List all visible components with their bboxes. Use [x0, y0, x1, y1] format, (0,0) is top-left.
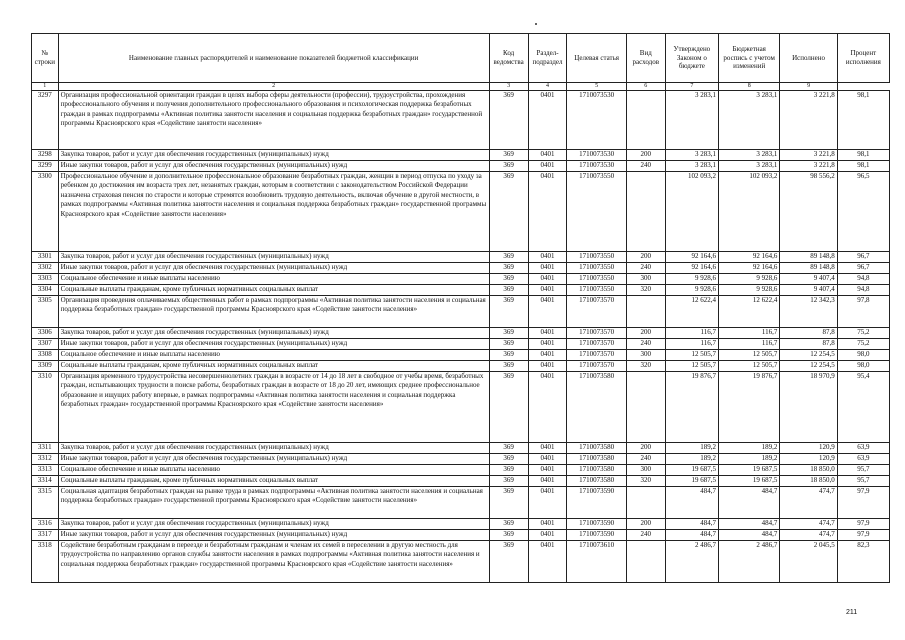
- cell-executed: 12 254,5: [780, 350, 837, 361]
- cell-target: 1710073590: [567, 519, 626, 530]
- cell-code: 369: [489, 487, 528, 519]
- cell-type: 240: [626, 263, 665, 274]
- table-row: [32, 487, 890, 519]
- cell-code: 369: [489, 519, 528, 530]
- table-row: [32, 274, 890, 285]
- cell-type: 200: [626, 252, 665, 263]
- cell-section: 0401: [528, 530, 567, 541]
- table-row: [32, 150, 890, 161]
- cell-name: Социальное обеспечение и иные выплаты населению: [58, 465, 489, 476]
- cell-target: 1710073580: [567, 443, 626, 454]
- cell-percent: 94,8: [837, 274, 889, 285]
- cell-target: 1710073580: [567, 454, 626, 465]
- cell-row-number: 3310: [32, 372, 59, 443]
- cell-target: 1710073580: [567, 476, 626, 487]
- cell-section: 0401: [528, 372, 567, 443]
- cell-budget: 189,2: [718, 454, 779, 465]
- cell-type: 300: [626, 465, 665, 476]
- cell-approved: 3 283,1: [665, 91, 718, 150]
- cell-executed: 2 045,5: [780, 541, 837, 583]
- cell-executed: 18 850,0: [780, 476, 837, 487]
- cell-section: 0401: [528, 252, 567, 263]
- cell-approved: 19 687,5: [665, 465, 718, 476]
- header-executed: Исполнено: [780, 34, 837, 83]
- cell-type: [626, 172, 665, 252]
- cell-executed: 3 221,8: [780, 150, 837, 161]
- cell-executed: 89 148,8: [780, 263, 837, 274]
- cell-section: 0401: [528, 328, 567, 339]
- cell-row-number: 3317: [32, 530, 59, 541]
- cell-name: Закупка товаров, работ и услуг для обеспечения государственных (муниципальных) нужд: [58, 328, 489, 339]
- cell-percent: 98,1: [837, 150, 889, 161]
- table-row: [32, 161, 890, 172]
- cell-budget: 116,7: [718, 339, 779, 350]
- cell-target: 1710073550: [567, 172, 626, 252]
- cell-budget: 12 622,4: [718, 296, 779, 328]
- budget-table: [31, 33, 890, 583]
- cell-percent: 98,0: [837, 361, 889, 372]
- cell-approved: 3 283,1: [665, 150, 718, 161]
- cell-name: Иные закупки товаров, работ и услуг для обеспечения государственных (муниципальных) нужд: [58, 530, 489, 541]
- cell-executed: 474,7: [780, 487, 837, 519]
- header-budget: Бюджетная роспись с учетом изменений: [718, 34, 779, 83]
- cell-type: 240: [626, 454, 665, 465]
- cell-budget: 19 687,5: [718, 465, 779, 476]
- cell-row-number: 3304: [32, 285, 59, 296]
- cell-name: Организация проведения оплачиваемых общественных работ в рамках подпрограммы «Активная политика занятости населения и социальная поддержка безработных граждан» государственной программы Красноярского края «Содействие занятости населения»: [58, 296, 489, 328]
- cell-budget: 484,7: [718, 487, 779, 519]
- cell-code: 369: [489, 252, 528, 263]
- cell-executed: 98 556,2: [780, 172, 837, 252]
- column-number: 8: [718, 83, 779, 91]
- column-number-row: [32, 83, 890, 91]
- cell-section: 0401: [528, 296, 567, 328]
- cell-type: 200: [626, 519, 665, 530]
- cell-name: Организация профессиональной ориентации граждан в целях выбора сферы деятельности (профессии), трудоустройства, прохождения профессионального обучения и получения дополнительного профессионального образования и психологическая поддержка безработных граждан в рамках подпрограммы «Активная политика занятости населения и социальная поддержка безработных граждан» государственной программы Красноярского края «Содействие занятости населения»: [58, 91, 489, 150]
- table-row: [32, 530, 890, 541]
- cell-section: 0401: [528, 172, 567, 252]
- cell-section: 0401: [528, 443, 567, 454]
- cell-name: Социальное обеспечение и иные выплаты населению: [58, 274, 489, 285]
- cell-section: 0401: [528, 285, 567, 296]
- cell-budget: 484,7: [718, 519, 779, 530]
- cell-approved: 12 622,4: [665, 296, 718, 328]
- cell-name: Иные закупки товаров, работ и услуг для обеспечения государственных (муниципальных) нужд: [58, 454, 489, 465]
- cell-approved: 116,7: [665, 328, 718, 339]
- cell-budget: 484,7: [718, 530, 779, 541]
- cell-row-number: 3313: [32, 465, 59, 476]
- column-number: 5: [567, 83, 626, 91]
- column-number: 7: [665, 83, 718, 91]
- cell-name: Социальная адаптация безработных граждан на рынке труда в рамках подпрограммы «Активная политика занятости населения и социальная поддержка безработных граждан» государственной программы Красноярского края «Содействие занятости населения»: [58, 487, 489, 519]
- header-type: Вид расходов: [626, 34, 665, 83]
- cell-budget: 92 164,6: [718, 252, 779, 263]
- cell-approved: 3 283,1: [665, 161, 718, 172]
- cell-budget: 12 505,7: [718, 361, 779, 372]
- table-row: [32, 252, 890, 263]
- header-approved: Утверждено Законом о бюджете: [665, 34, 718, 83]
- cell-target: 1710073530: [567, 150, 626, 161]
- cell-code: 369: [489, 361, 528, 372]
- cell-approved: 189,2: [665, 443, 718, 454]
- cell-budget: 3 283,1: [718, 161, 779, 172]
- cell-percent: 95,7: [837, 476, 889, 487]
- cell-budget: 19 687,5: [718, 476, 779, 487]
- cell-executed: 12 254,5: [780, 361, 837, 372]
- table-row: [32, 91, 890, 150]
- cell-target: 1710073570: [567, 328, 626, 339]
- cell-budget: 9 928,6: [718, 274, 779, 285]
- cell-row-number: 3297: [32, 91, 59, 150]
- cell-section: 0401: [528, 519, 567, 530]
- cell-budget: 92 164,6: [718, 263, 779, 274]
- cell-percent: 75,2: [837, 339, 889, 350]
- table-row: [32, 285, 890, 296]
- cell-section: 0401: [528, 476, 567, 487]
- header-target: Целевая статья: [567, 34, 626, 83]
- cell-row-number: 3311: [32, 443, 59, 454]
- cell-code: 369: [489, 476, 528, 487]
- cell-name: Социальные выплаты гражданам, кроме публичных нормативных социальных выплат: [58, 361, 489, 372]
- cell-name: Иные закупки товаров, работ и услуг для обеспечения государственных (муниципальных) нужд: [58, 263, 489, 274]
- table-row: [32, 476, 890, 487]
- cell-percent: 95,7: [837, 465, 889, 476]
- cell-target: 1710073570: [567, 350, 626, 361]
- cell-type: 320: [626, 285, 665, 296]
- cell-section: 0401: [528, 465, 567, 476]
- cell-row-number: 3316: [32, 519, 59, 530]
- cell-row-number: 3318: [32, 541, 59, 583]
- cell-target: 1710073530: [567, 161, 626, 172]
- cell-name: Социальные выплаты гражданам, кроме публичных нормативных социальных выплат: [58, 285, 489, 296]
- cell-row-number: 3314: [32, 476, 59, 487]
- header-section: Раздел-подраздел: [528, 34, 567, 83]
- header-percent: Процент исполнения: [837, 34, 889, 83]
- cell-executed: 120,9: [780, 454, 837, 465]
- cell-row-number: 3309: [32, 361, 59, 372]
- cell-row-number: 3303: [32, 274, 59, 285]
- table-row: [32, 541, 890, 583]
- cell-row-number: 3298: [32, 150, 59, 161]
- cell-approved: 2 486,7: [665, 541, 718, 583]
- cell-budget: 9 928,6: [718, 285, 779, 296]
- cell-approved: 19 687,5: [665, 476, 718, 487]
- column-number: 3: [489, 83, 528, 91]
- cell-code: 369: [489, 443, 528, 454]
- cell-target: 1710073580: [567, 465, 626, 476]
- cell-budget: 19 876,7: [718, 372, 779, 443]
- cell-approved: 484,7: [665, 530, 718, 541]
- table-row: [32, 328, 890, 339]
- cell-row-number: 3305: [32, 296, 59, 328]
- cell-percent: 75,2: [837, 328, 889, 339]
- cell-code: 369: [489, 172, 528, 252]
- table-row: [32, 350, 890, 361]
- cell-name: Закупка товаров, работ и услуг для обеспечения государственных (муниципальных) нужд: [58, 443, 489, 454]
- cell-approved: 102 093,2: [665, 172, 718, 252]
- cell-code: 369: [489, 372, 528, 443]
- cell-section: 0401: [528, 350, 567, 361]
- cell-name: Организация временного трудоустройства несовершеннолетних граждан в возрасте от 14 до 18 лет в свободное от учебы время, безработных граждан, испытывающих трудности в поиске работы, безработных граждан в возрасте от 18 до 20 лет, имеющих среднее профессиональное образование и ищущих работу впервые, в рамках подпрограммы «Активная политика занятости населения и социальная поддержка безработных граждан» государственной программы Красноярского края «Содействие занятости населения»: [58, 372, 489, 443]
- cell-target: 1710073590: [567, 530, 626, 541]
- cell-approved: 12 505,7: [665, 350, 718, 361]
- column-number: 6: [626, 83, 665, 91]
- cell-target: 1710073610: [567, 541, 626, 583]
- cell-code: 369: [489, 328, 528, 339]
- cell-type: [626, 296, 665, 328]
- cell-section: 0401: [528, 454, 567, 465]
- cell-target: 1710073580: [567, 372, 626, 443]
- cell-section: 0401: [528, 263, 567, 274]
- cell-row-number: 3302: [32, 263, 59, 274]
- table-row: [32, 454, 890, 465]
- table-row: [32, 172, 890, 252]
- cell-executed: 474,7: [780, 519, 837, 530]
- cell-approved: 9 928,6: [665, 285, 718, 296]
- cell-percent: 96,7: [837, 263, 889, 274]
- cell-code: 369: [489, 150, 528, 161]
- cell-percent: 98,0: [837, 350, 889, 361]
- cell-executed: 3 221,8: [780, 161, 837, 172]
- cell-type: 200: [626, 150, 665, 161]
- cell-type: 300: [626, 274, 665, 285]
- cell-row-number: 3299: [32, 161, 59, 172]
- cell-percent: 96,7: [837, 252, 889, 263]
- cell-section: 0401: [528, 541, 567, 583]
- cell-section: 0401: [528, 150, 567, 161]
- cell-type: 200: [626, 443, 665, 454]
- cell-executed: 3 221,8: [780, 91, 837, 150]
- cell-percent: 98,1: [837, 161, 889, 172]
- cell-code: 369: [489, 350, 528, 361]
- cell-approved: 9 928,6: [665, 274, 718, 285]
- column-number: 2: [58, 83, 489, 91]
- cell-type: [626, 541, 665, 583]
- cell-target: 1710073550: [567, 252, 626, 263]
- cell-section: 0401: [528, 361, 567, 372]
- cell-name: Содействие безработным гражданам в переезде и безработным гражданам и членам их семей в переселении в другую местность для трудоустройства по направлению органов службы занятости населения в рамках подпрограммы «Активная политика занятости населения и социальная поддержка безработных граждан» государственной программы Красноярского края «Содействие занятости населения»: [58, 541, 489, 583]
- cell-row-number: 3300: [32, 172, 59, 252]
- cell-executed: 18 970,9: [780, 372, 837, 443]
- cell-executed: 12 342,3: [780, 296, 837, 328]
- header-num: № строки: [32, 34, 59, 83]
- cell-name: Социальные выплаты гражданам, кроме публичных нормативных социальных выплат: [58, 476, 489, 487]
- cell-approved: 92 164,6: [665, 263, 718, 274]
- cell-code: 369: [489, 274, 528, 285]
- cell-section: 0401: [528, 91, 567, 150]
- cell-type: [626, 372, 665, 443]
- cell-type: 240: [626, 530, 665, 541]
- cell-name: Иные закупки товаров, работ и услуг для обеспечения государственных (муниципальных) нужд: [58, 161, 489, 172]
- cell-budget: 3 283,1: [718, 91, 779, 150]
- cell-budget: 2 486,7: [718, 541, 779, 583]
- cell-target: 1710073550: [567, 285, 626, 296]
- header-name: Наименование главных распорядителей и наименование показателей бюджетной классификации: [58, 34, 489, 83]
- cell-approved: 484,7: [665, 519, 718, 530]
- cell-budget: 12 505,7: [718, 350, 779, 361]
- cell-budget: 3 283,1: [718, 150, 779, 161]
- cell-code: 369: [489, 91, 528, 150]
- table-row: [32, 339, 890, 350]
- cell-code: 369: [489, 161, 528, 172]
- cell-code: 369: [489, 454, 528, 465]
- column-number: 9: [780, 83, 837, 91]
- cell-type: 200: [626, 328, 665, 339]
- cell-approved: 12 505,7: [665, 361, 718, 372]
- cell-code: 369: [489, 465, 528, 476]
- table-row: [32, 465, 890, 476]
- cell-section: 0401: [528, 274, 567, 285]
- cell-type: 300: [626, 350, 665, 361]
- cell-section: 0401: [528, 161, 567, 172]
- cell-name: Социальное обеспечение и иные выплаты населению: [58, 350, 489, 361]
- cell-percent: 82,3: [837, 541, 889, 583]
- table-row: [32, 361, 890, 372]
- cell-budget: 189,2: [718, 443, 779, 454]
- cell-percent: 97,9: [837, 519, 889, 530]
- cell-percent: 94,8: [837, 285, 889, 296]
- cell-type: [626, 91, 665, 150]
- cell-code: 369: [489, 263, 528, 274]
- cell-name: Закупка товаров, работ и услуг для обеспечения государственных (муниципальных) нужд: [58, 252, 489, 263]
- cell-name: Закупка товаров, работ и услуг для обеспечения государственных (муниципальных) нужд: [58, 150, 489, 161]
- cell-name: Иные закупки товаров, работ и услуг для обеспечения государственных (муниципальных) нужд: [58, 339, 489, 350]
- cell-approved: 189,2: [665, 454, 718, 465]
- cell-executed: 18 850,0: [780, 465, 837, 476]
- cell-type: 240: [626, 339, 665, 350]
- cell-row-number: 3307: [32, 339, 59, 350]
- cell-type: 320: [626, 361, 665, 372]
- cell-section: 0401: [528, 487, 567, 519]
- cell-approved: 116,7: [665, 339, 718, 350]
- cell-executed: 120,9: [780, 443, 837, 454]
- cell-percent: 97,9: [837, 530, 889, 541]
- table-row: [32, 296, 890, 328]
- table-row: [32, 372, 890, 443]
- cell-executed: 9 407,4: [780, 285, 837, 296]
- cell-name: Закупка товаров, работ и услуг для обеспечения государственных (муниципальных) нужд: [58, 519, 489, 530]
- cell-budget: 102 093,2: [718, 172, 779, 252]
- cell-type: [626, 487, 665, 519]
- cell-code: 369: [489, 285, 528, 296]
- cell-row-number: 3301: [32, 252, 59, 263]
- cell-approved: 19 876,7: [665, 372, 718, 443]
- column-number: 1: [32, 83, 59, 91]
- table-row: [32, 443, 890, 454]
- cell-executed: 87,8: [780, 328, 837, 339]
- table-row: [32, 263, 890, 274]
- cell-target: 1710073550: [567, 274, 626, 285]
- cell-type: 320: [626, 476, 665, 487]
- cell-section: 0401: [528, 339, 567, 350]
- cell-row-number: 3308: [32, 350, 59, 361]
- cell-percent: 96,5: [837, 172, 889, 252]
- cell-percent: 63,9: [837, 443, 889, 454]
- column-number: 4: [528, 83, 567, 91]
- table-row: [32, 519, 890, 530]
- cell-code: 369: [489, 296, 528, 328]
- cell-percent: 63,9: [837, 454, 889, 465]
- cell-code: 369: [489, 541, 528, 583]
- cell-approved: 484,7: [665, 487, 718, 519]
- cell-target: 1710073590: [567, 487, 626, 519]
- cell-executed: 9 407,4: [780, 274, 837, 285]
- cell-percent: 97,8: [837, 296, 889, 328]
- cell-approved: 92 164,6: [665, 252, 718, 263]
- page-number: 211: [846, 609, 858, 616]
- cell-budget: 116,7: [718, 328, 779, 339]
- cell-target: 1710073570: [567, 361, 626, 372]
- cell-executed: 474,7: [780, 530, 837, 541]
- cell-target: 1710073570: [567, 296, 626, 328]
- cell-type: 240: [626, 161, 665, 172]
- table-header: [32, 34, 890, 91]
- cell-row-number: 3312: [32, 454, 59, 465]
- cell-code: 369: [489, 530, 528, 541]
- table-body: [32, 91, 890, 583]
- cell-target: 1710073570: [567, 339, 626, 350]
- cell-percent: 97,9: [837, 487, 889, 519]
- cell-target: 1710073550: [567, 263, 626, 274]
- cell-executed: 89 148,8: [780, 252, 837, 263]
- header-code: Код ведомства: [489, 34, 528, 83]
- cell-row-number: 3315: [32, 487, 59, 519]
- cell-name: Профессиональное обучение и дополнительное профессиональное образование безработных граждан, женщин в период отпуска по уходу за ребенком до достижения им возраста трех лет, незанятых граждан, которым в соответствии с законодательством Российской Федерации назначена страховая пенсия по старости и которые стремятся возобновить трудовую деятельность, включая обучение в другой местности, в рамках подпрограммы «Активная политика занятости населения и социальная поддержка безработных граждан» государственной программы Красноярского края «Содействие занятости населения»: [58, 172, 489, 252]
- cell-executed: 87,8: [780, 339, 837, 350]
- cell-percent: 98,1: [837, 91, 889, 150]
- cell-code: 369: [489, 339, 528, 350]
- cell-percent: 95,4: [837, 372, 889, 443]
- scan-dot: [535, 23, 537, 25]
- cell-row-number: 3306: [32, 328, 59, 339]
- cell-target: 1710073530: [567, 91, 626, 150]
